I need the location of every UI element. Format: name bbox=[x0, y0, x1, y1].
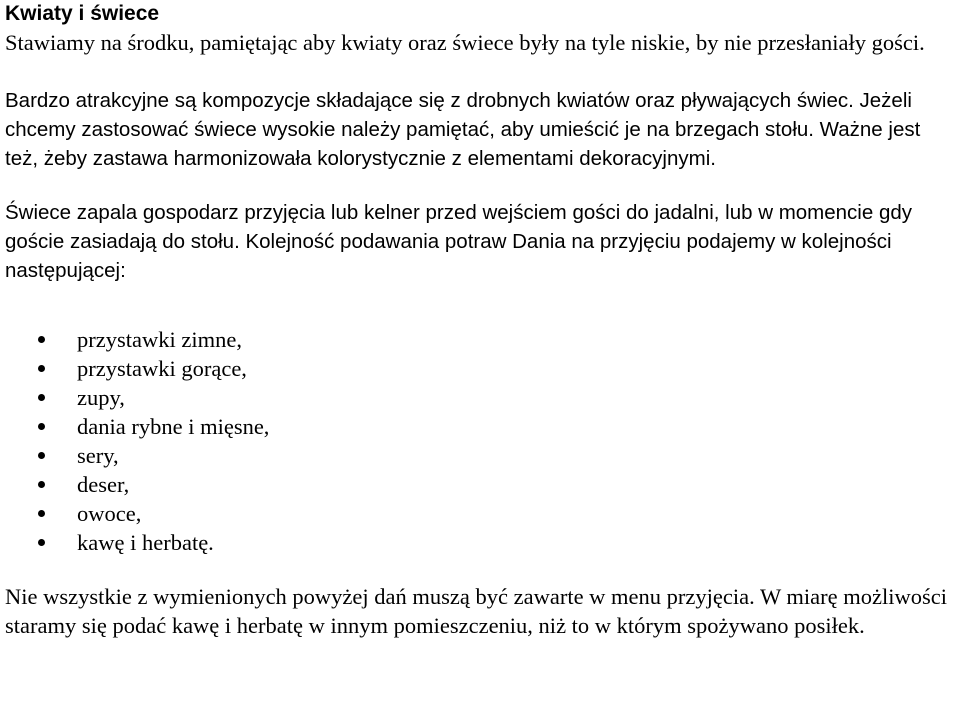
list-item bbox=[5, 354, 955, 383]
candles-paragraph: Świece zapala gospodarz przyjęcia lub kelner przed wejściem gości do jadalni, lub w momencie gdy goście zasiadają do stołu. Kolejność podawania potraw Dania na przyjęciu podajemy w kolejności następującej: bbox=[5, 201, 913, 282]
bullet-icon bbox=[38, 423, 45, 430]
bullet-icon bbox=[38, 481, 45, 488]
closing-paragraph: Nie wszystkie z wymienionych powyżej dań muszą być zawarte w menu przyjęcia. W miarę możliwości staramy się podać kawę i herbatę w innym pomieszczeniu, niż to w którym spożywano posiłek. bbox=[5, 584, 947, 638]
spacer bbox=[5, 557, 955, 582]
course-label: przystawki gorące, bbox=[77, 356, 247, 381]
spacer bbox=[5, 173, 955, 198]
bullet-icon bbox=[38, 394, 45, 401]
course-label: sery, bbox=[77, 443, 119, 468]
list-item bbox=[5, 528, 955, 557]
bullet-icon bbox=[38, 510, 45, 517]
course-label: zupy, bbox=[77, 385, 125, 410]
document-page bbox=[5, 0, 955, 640]
list-item bbox=[5, 325, 955, 354]
list-item bbox=[5, 383, 955, 412]
bullet-icon bbox=[38, 539, 45, 546]
course-label: dania rybne i mięsne, bbox=[77, 414, 270, 439]
course-label: owoce, bbox=[77, 501, 142, 526]
arrangements-paragraph: Bardzo atrakcyjne są kompozycje składające się z drobnych kwiatów oraz pływających świec. Jeżeli chcemy zastosować świece wysokie należy pamiętać, aby umieścić je na brzegach stołu. Ważne jest też, żeby zastawa harmonizowała kolorystycznie z elementami dekoracyjnymi. bbox=[5, 89, 921, 170]
course-label: przystawki zimne, bbox=[77, 327, 242, 352]
intro-paragraph: Stawiamy na środku, pamiętając aby kwiaty oraz świece były na tyle niskie, by nie przesłaniały gości. bbox=[5, 30, 925, 55]
list-item bbox=[5, 499, 955, 528]
list-item bbox=[5, 470, 955, 499]
course-label: kawę i herbatę. bbox=[77, 530, 214, 555]
spacer bbox=[5, 285, 955, 325]
spacer bbox=[5, 57, 955, 86]
section-heading: Kwiaty i świece bbox=[5, 2, 160, 25]
bullet-icon bbox=[38, 365, 45, 372]
list-item bbox=[5, 412, 955, 441]
course-label: deser, bbox=[77, 472, 130, 497]
courses-list bbox=[5, 325, 955, 557]
bullet-icon bbox=[38, 336, 45, 343]
list-item bbox=[5, 441, 955, 470]
bullet-icon bbox=[38, 452, 45, 459]
